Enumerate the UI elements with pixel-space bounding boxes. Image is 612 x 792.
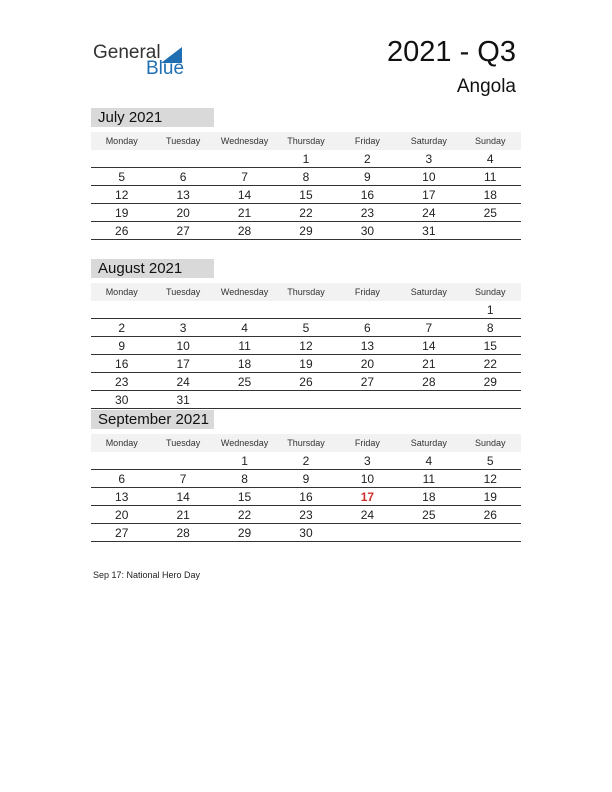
week-row xyxy=(91,301,521,319)
day-cell xyxy=(460,391,521,408)
day-cell: 5 xyxy=(302,321,310,335)
day-cell: 30 xyxy=(299,526,313,540)
day-cell: 10 xyxy=(176,339,190,353)
day-cell: 10 xyxy=(422,170,436,184)
week-row xyxy=(91,337,521,355)
logo-general-text: General xyxy=(93,42,161,63)
weekday-label: Tuesday xyxy=(166,136,201,146)
day-cell: 26 xyxy=(299,375,313,389)
day-cell xyxy=(91,150,152,167)
day-cell: 16 xyxy=(115,357,129,371)
month-title: August 2021 xyxy=(91,259,214,278)
weekday-label: Monday xyxy=(105,136,138,146)
day-cell: 26 xyxy=(115,224,129,238)
day-cell: 1 xyxy=(302,152,310,166)
day-cell: 23 xyxy=(299,508,313,522)
day-cell: 20 xyxy=(176,206,190,220)
logo-triangle-icon xyxy=(161,47,182,63)
day-cell: 18 xyxy=(237,357,252,371)
weekday-label: Friday xyxy=(354,438,380,448)
day-cell: 18 xyxy=(483,188,497,202)
weekday-label: Wednesday xyxy=(220,438,269,448)
day-cell: 11 xyxy=(484,170,497,184)
week-row xyxy=(91,150,521,168)
weekday-label: Tuesday xyxy=(166,287,201,297)
month-block xyxy=(91,410,521,542)
day-cell: 27 xyxy=(360,375,375,389)
weekday-header-row xyxy=(91,434,521,452)
day-cell: 9 xyxy=(364,170,371,184)
day-cell: 25 xyxy=(422,508,436,522)
week-row xyxy=(91,222,521,240)
day-cell: 3 xyxy=(179,321,187,335)
weekday-label: Thursday xyxy=(287,287,325,297)
day-cell: 1 xyxy=(486,303,494,317)
day-cell xyxy=(152,452,213,469)
week-row xyxy=(91,355,521,373)
day-cell: 18 xyxy=(422,490,436,504)
day-cell: 22 xyxy=(237,508,252,522)
day-cell: 14 xyxy=(422,339,436,353)
day-cell: 7 xyxy=(179,472,187,486)
day-cell: 27 xyxy=(115,526,129,540)
day-cell xyxy=(214,301,275,318)
day-cell: 20 xyxy=(360,357,375,371)
holiday-note: Sep 17: National Hero Day xyxy=(93,570,201,580)
day-cell: 2 xyxy=(302,454,310,468)
week-row xyxy=(91,452,521,470)
day-cell: 25 xyxy=(237,375,252,389)
month-block xyxy=(91,108,521,240)
day-cell: 24 xyxy=(176,375,190,389)
day-cell: 31 xyxy=(176,393,190,407)
day-cell: 15 xyxy=(483,339,497,353)
day-cell: 8 xyxy=(241,472,248,486)
weekday-label: Sunday xyxy=(474,438,506,448)
day-cell: 7 xyxy=(241,170,248,184)
day-cell xyxy=(337,301,398,318)
week-row xyxy=(91,204,521,222)
day-cell: 30 xyxy=(115,393,129,407)
day-cell: 4 xyxy=(425,454,433,468)
day-cell: 15 xyxy=(299,188,313,202)
weekday-label: Saturday xyxy=(410,287,447,297)
day-cell xyxy=(398,391,459,408)
day-cell: 16 xyxy=(360,188,375,202)
weekday-label: Saturday xyxy=(410,136,447,146)
day-cell: 11 xyxy=(422,472,436,486)
month-block xyxy=(91,259,521,409)
day-cell: 21 xyxy=(237,206,252,220)
weekday-label: Friday xyxy=(354,287,380,297)
day-cell xyxy=(337,391,398,408)
day-cell: 4 xyxy=(486,152,494,166)
day-cell xyxy=(214,150,275,167)
week-row xyxy=(91,391,521,409)
month-title: July 2021 xyxy=(91,108,214,127)
day-cell: 13 xyxy=(360,339,375,353)
day-cell: 27 xyxy=(176,224,190,238)
day-cell: 25 xyxy=(483,206,497,220)
day-cell: 17 xyxy=(360,490,375,504)
weekday-label: Monday xyxy=(105,438,138,448)
day-cell: 19 xyxy=(299,357,313,371)
country-name: Angola xyxy=(456,76,516,97)
day-cell xyxy=(214,391,275,408)
weekday-label: Wednesday xyxy=(220,287,269,297)
week-row xyxy=(91,168,521,186)
day-cell: 21 xyxy=(422,357,436,371)
weekday-label: Thursday xyxy=(287,136,325,146)
week-row xyxy=(91,470,521,488)
day-cell: 7 xyxy=(425,321,433,335)
week-row xyxy=(91,186,521,204)
day-cell: 13 xyxy=(176,188,190,202)
day-cell: 6 xyxy=(179,170,187,184)
day-cell: 11 xyxy=(238,339,251,353)
day-cell: 5 xyxy=(118,170,126,184)
day-cell: 5 xyxy=(486,454,494,468)
day-cell xyxy=(91,452,152,469)
day-cell: 24 xyxy=(422,206,436,220)
day-cell: 2 xyxy=(118,321,126,335)
day-cell: 23 xyxy=(115,375,129,389)
day-cell: 4 xyxy=(241,321,248,335)
weekday-label: Wednesday xyxy=(220,136,269,146)
day-cell: 17 xyxy=(422,188,436,202)
day-cell xyxy=(337,524,398,541)
day-cell: 12 xyxy=(299,339,313,353)
day-cell: 28 xyxy=(176,526,190,540)
day-cell: 20 xyxy=(115,508,129,522)
day-cell: 6 xyxy=(118,472,126,486)
day-cell: 26 xyxy=(483,508,497,522)
day-cell: 14 xyxy=(176,490,190,504)
day-cell: 29 xyxy=(483,375,497,389)
day-cell: 9 xyxy=(302,472,310,486)
day-cell: 8 xyxy=(486,321,494,335)
week-row xyxy=(91,506,521,524)
day-cell: 6 xyxy=(364,321,371,335)
day-cell xyxy=(398,301,459,318)
day-cell xyxy=(460,222,521,239)
day-cell xyxy=(398,524,459,541)
day-cell: 28 xyxy=(237,224,252,238)
day-cell xyxy=(275,391,336,408)
weekday-label: Sunday xyxy=(474,287,506,297)
week-row xyxy=(91,488,521,506)
month-title: September 2021 xyxy=(91,410,214,429)
day-cell: 28 xyxy=(422,375,436,389)
day-cell xyxy=(460,524,521,541)
day-cell: 17 xyxy=(176,357,190,371)
day-cell xyxy=(275,301,336,318)
day-cell: 12 xyxy=(115,188,129,202)
day-cell: 14 xyxy=(237,188,252,202)
day-cell: 21 xyxy=(176,508,190,522)
weekday-header-row xyxy=(91,283,521,301)
weekday-label: Friday xyxy=(354,136,380,146)
day-cell: 22 xyxy=(299,206,313,220)
week-row xyxy=(91,524,521,542)
day-cell: 10 xyxy=(360,472,375,486)
week-row xyxy=(91,373,521,391)
day-cell: 15 xyxy=(237,490,252,504)
day-cell: 9 xyxy=(118,339,126,353)
weekday-label: Sunday xyxy=(474,136,506,146)
day-cell: 19 xyxy=(115,206,129,220)
weekday-label: Saturday xyxy=(410,438,447,448)
day-cell: 13 xyxy=(115,490,129,504)
day-cell: 8 xyxy=(302,170,310,184)
day-cell: 31 xyxy=(422,224,436,238)
day-cell: 29 xyxy=(237,526,252,540)
logo-blue-text: Blue xyxy=(146,58,185,79)
weekday-label: Thursday xyxy=(287,438,325,448)
day-cell: 19 xyxy=(483,490,497,504)
day-cell: 22 xyxy=(483,357,497,371)
weekday-label: Tuesday xyxy=(166,438,201,448)
day-cell: 16 xyxy=(299,490,313,504)
day-cell xyxy=(152,150,213,167)
day-cell: 3 xyxy=(364,454,371,468)
day-cell: 12 xyxy=(483,472,497,486)
logo xyxy=(93,42,193,82)
weekday-label: Monday xyxy=(105,287,138,297)
day-cell: 24 xyxy=(360,508,375,522)
day-cell: 3 xyxy=(425,152,433,166)
weekday-header-row xyxy=(91,132,521,150)
day-cell: 2 xyxy=(364,152,371,166)
day-cell: 30 xyxy=(360,224,375,238)
week-row xyxy=(91,319,521,337)
day-cell: 23 xyxy=(360,206,375,220)
page-title: 2021 - Q3 xyxy=(387,36,516,68)
day-cell: 1 xyxy=(241,454,248,468)
day-cell: 29 xyxy=(299,224,313,238)
day-cell xyxy=(152,301,213,318)
day-cell xyxy=(91,301,152,318)
